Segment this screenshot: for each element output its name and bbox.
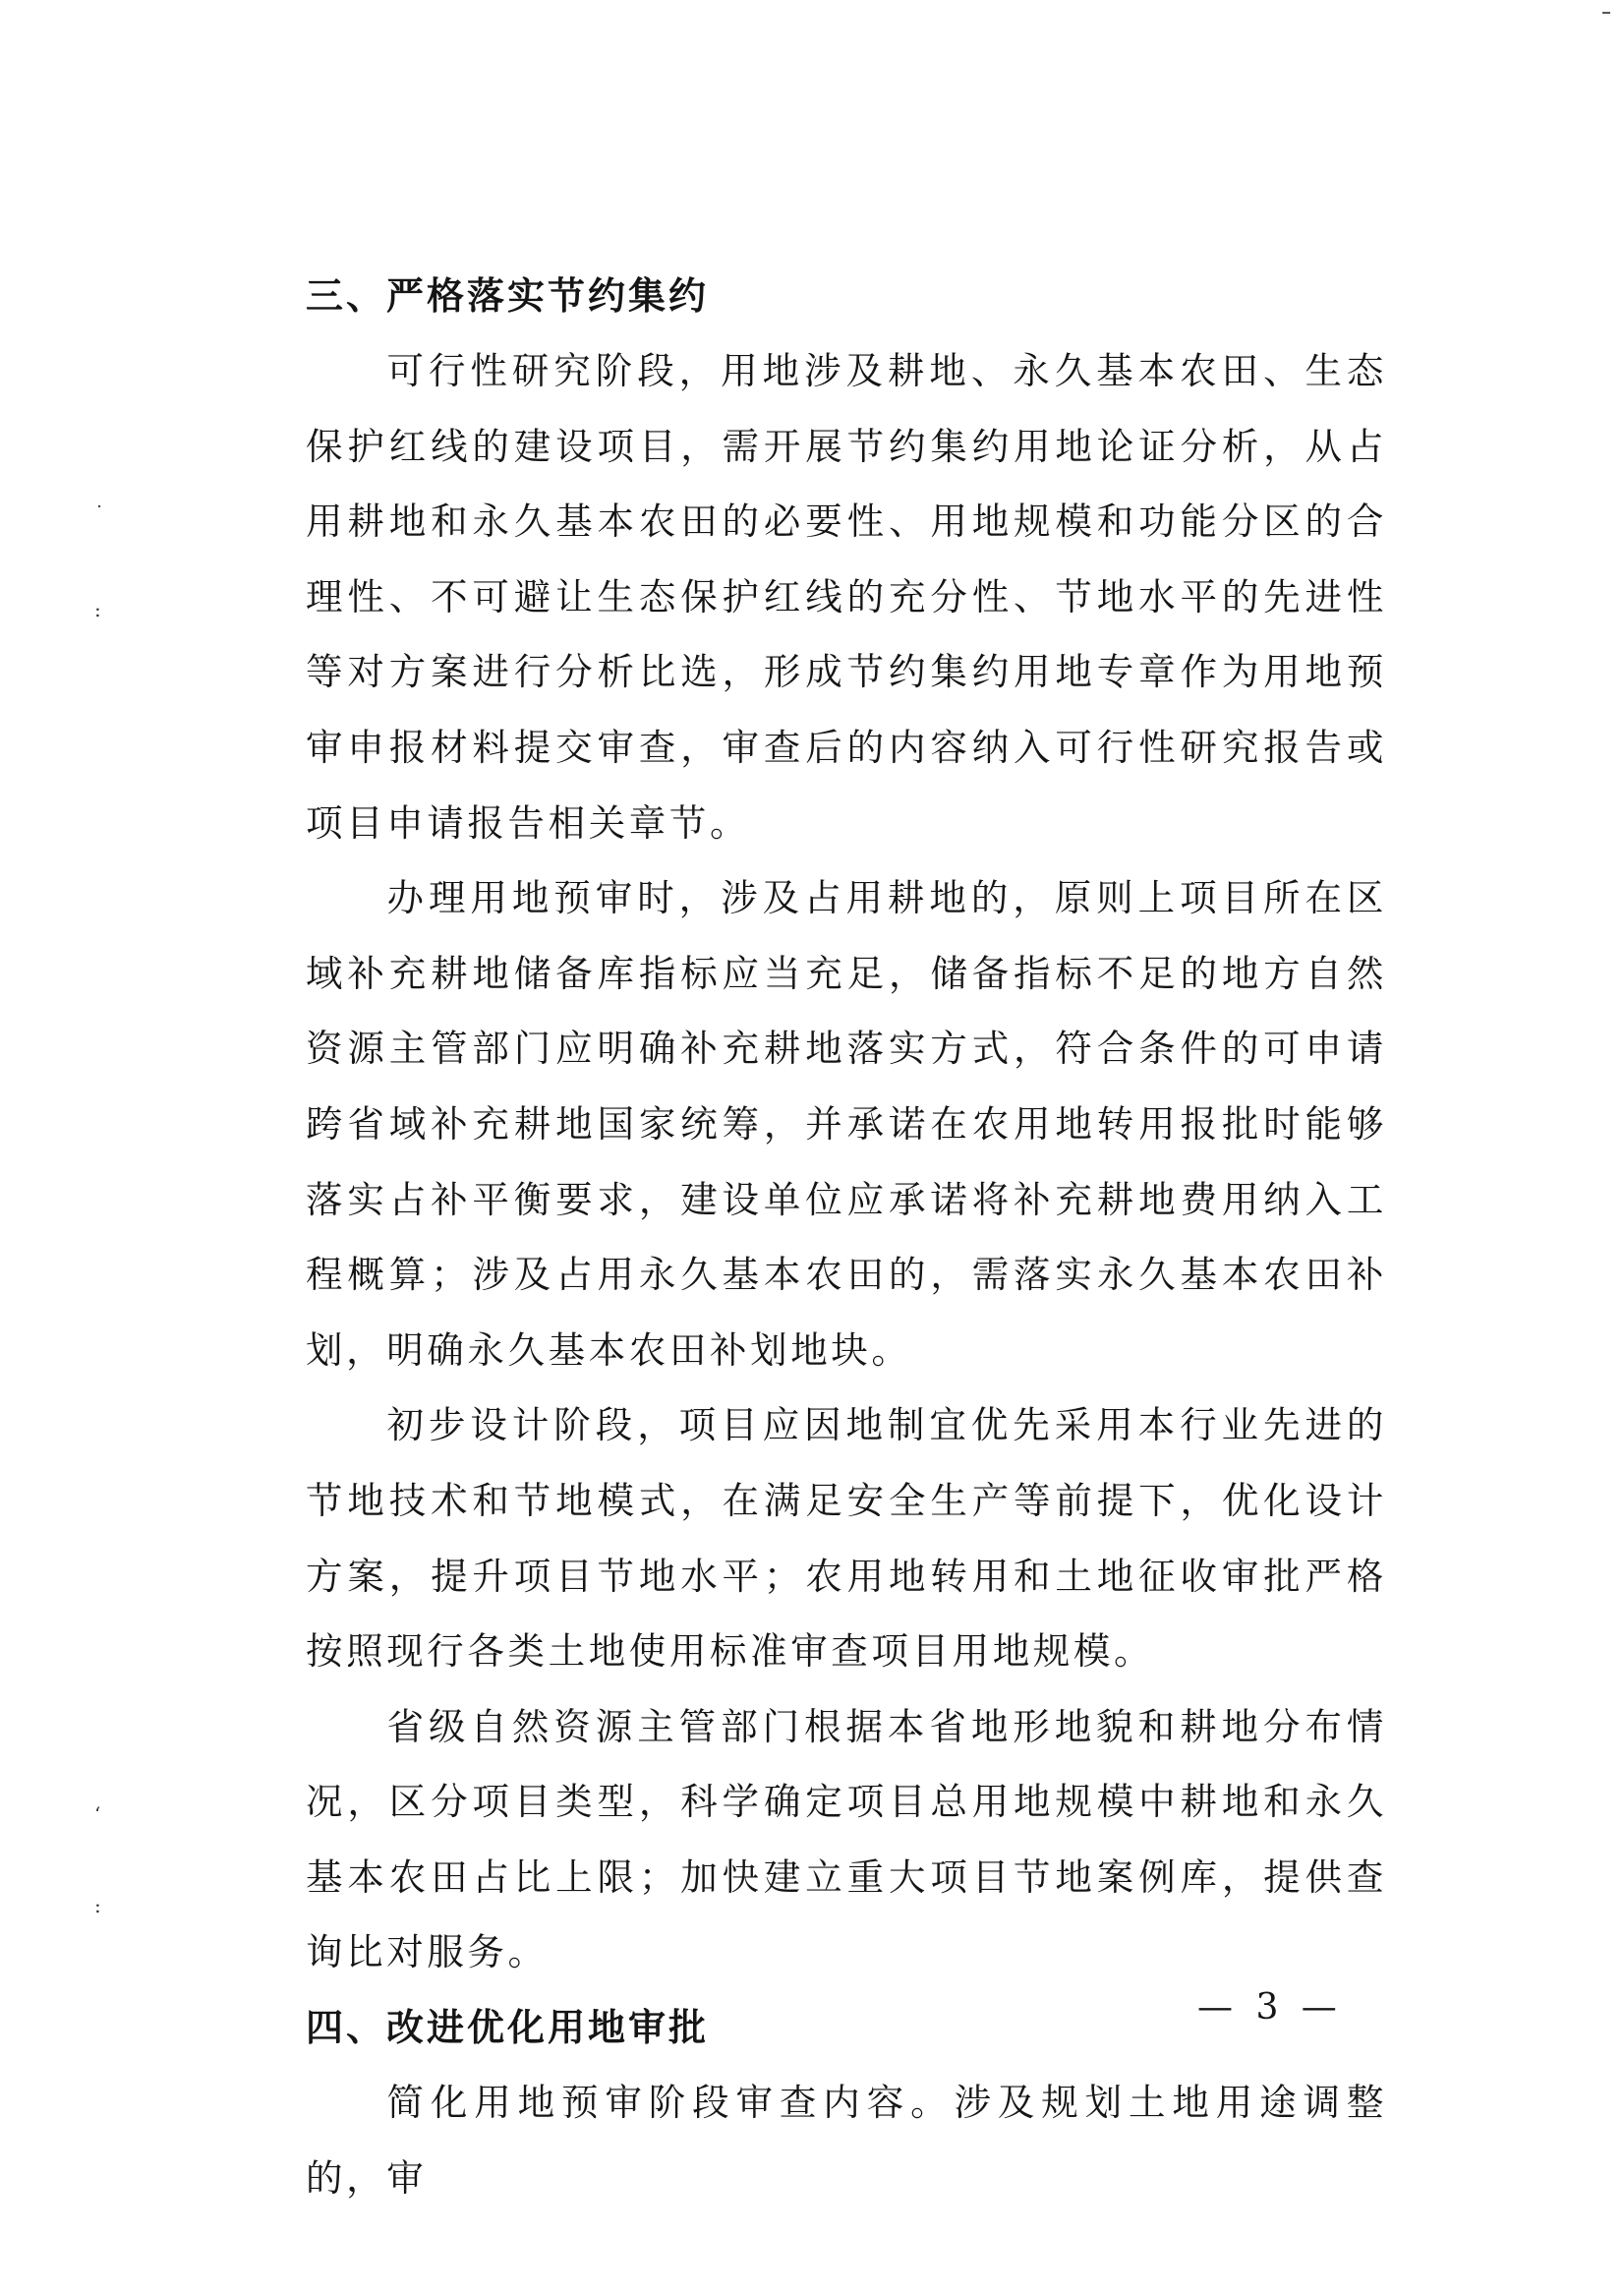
paragraph-feasibility-study: 可行性研究阶段，用地涉及耕地、永久基本农田、生态保护红线的建设项目，需开展节约集约用地论证分析，从占用耕地和永久基本农田的必要性、用地规模和功能分区的合理性、不可避让生态保护红线的充分性、节地水平的先进性等对方案进行分析比选，形成节约集约用地专章作为用地预审申报材料提交审查，审查后的内容纳入可行性研究报告或项目申请报告相关章节。 [306, 349, 1387, 845]
document-body [306, 259, 1387, 2215]
margin-mark: : [94, 1894, 101, 1917]
margin-mark: ‘ [94, 1802, 101, 1826]
paragraph-preliminary-design: 初步设计阶段，项目应因地制宜优先采用本行业先进的节地技术和节地模式，在满足安全生产等前提下，优化设计方案，提升项目节地水平；农用地转用和土地征收审批严格按照现行各类土地使用标准审查项目用地规模。 [306, 1403, 1387, 1674]
scan-mark [1602, 12, 1610, 14]
margin-mark: : [94, 598, 101, 621]
paragraph-provincial-authority: 省级自然资源主管部门根据本省地形地貌和耕地分布情况，区分项目类型，科学确定项目总用地规模中耕地和永久基本农田占比上限；加快建立重大项目节地案例库，提供查询比对服务。 [306, 1704, 1387, 1974]
paragraph-simplify-review: 简化用地预审阶段审查内容。涉及规划土地用途调整的，审 [306, 2081, 1387, 2200]
section-heading-4: 四、改进优化用地审批 [306, 2006, 710, 2050]
paragraph-land-pre-review: 办理用地预审时，涉及占用耕地的，原则上项目所在区域补充耕地储备库指标应当充足，储备指标不足的地方自然资源主管部门应明确补充耕地落实方式，符合条件的可申请跨省域补充耕地国家统筹，并承诺在农用地转用报批时能够落实占补平衡要求，建设单位应承诺将补充耕地费用纳入工程概算；涉及占用永久基本农田的，需落实永久基本农田补划，明确永久基本农田补划地块。 [306, 876, 1387, 1372]
section-heading-3: 三、严格落实节约集约 [306, 274, 710, 318]
margin-mark: ˙ [94, 501, 104, 525]
page-number: — 3 — [1197, 1987, 1343, 2028]
